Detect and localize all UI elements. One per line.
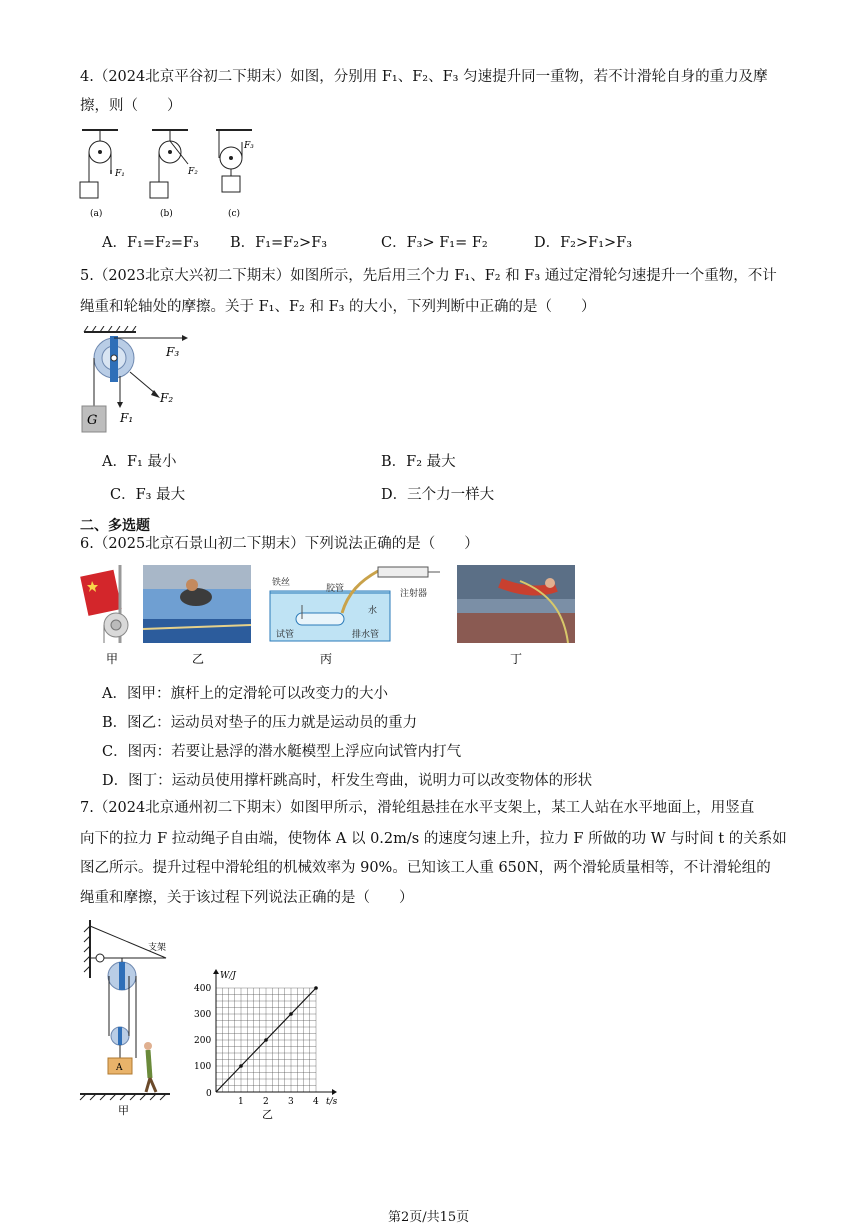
q7-caption-jia: 甲 <box>118 1104 129 1117</box>
chart-x-axis-arrow <box>332 1089 337 1095</box>
q6-bing-label-tiesi: 铁丝 <box>272 578 291 588</box>
q6-option-b[interactable]: B．图乙：运动员对垫子的压力就是运动员的重力 <box>102 715 418 731</box>
q4-figure-c <box>216 130 252 192</box>
q6-figures <box>80 563 580 669</box>
chart-y-tick-label: 100 <box>194 1062 212 1072</box>
q5-label-f3: F₃ <box>166 345 180 359</box>
chart-y-tick-label: 300 <box>194 1010 212 1020</box>
q6-option-a[interactable]: A．图甲：旗杆上的定滑轮可以改变力的大小 <box>102 686 388 702</box>
q6-bing-label-zhusheqi: 注射器 <box>400 589 428 599</box>
chart-y-tick-label: 200 <box>194 1036 212 1046</box>
chart-ticks <box>194 984 319 1107</box>
q7-chart-w-vs-t <box>190 960 350 1120</box>
chart-x-tick-label: 3 <box>288 1097 294 1107</box>
q5-option-a[interactable]: A．F₁ 最小 <box>102 454 177 470</box>
q5-label-f1: F₁ <box>120 411 134 425</box>
chart-x-tick-label: 1 <box>238 1097 244 1107</box>
q4-caption-c: (c) <box>228 209 241 219</box>
chart-data-point <box>239 1064 243 1068</box>
q4-figure-a <box>80 130 118 198</box>
q4-option-b[interactable]: B．F₁=F₂>F₃ <box>230 235 328 251</box>
q4-stem-line1: 4.（2024北京平谷初二下期末）如图，分别用 F₁、F₂、F₃ 匀速提升同一重物，若不计滑轮自身的重力及摩 <box>80 69 768 85</box>
q6-bing-label-shiguan: 试管 <box>276 630 295 640</box>
q6-figure-ding-pole-vault <box>457 565 575 643</box>
q6-caption-bing: 丙 <box>320 652 333 666</box>
q4-label-f2: F₂ <box>188 167 198 177</box>
chart-data-point <box>264 1038 268 1042</box>
q7-block-a-label: A <box>116 1063 123 1073</box>
q4-caption-b: (b) <box>160 209 173 219</box>
chart-data-point <box>314 986 318 990</box>
q6-figure-yi-high-jump <box>143 565 251 643</box>
q7-stem-line3: 图乙所示。提升过程中滑轮组的机械效率为 90%。已知该工人重 650N，两个滑轮质量相等，不计滑轮组的 <box>80 860 771 876</box>
section-title-multiple-choice: 二、多选题 <box>80 518 150 534</box>
q6-option-d[interactable]: D．图丁：运动员使用撑杆跳高时，杆发生弯曲，说明力可以改变物体的形状 <box>102 773 593 789</box>
q4-option-a[interactable]: A．F₁=F₂=F₃ <box>102 235 199 251</box>
q4-figure-b <box>150 130 188 198</box>
chart-x-tick-label: 4 <box>313 1097 319 1107</box>
q6-bing-label-jiaoguan: 胶管 <box>326 584 345 594</box>
q4-pulley-figures <box>76 122 276 222</box>
q5-label-g: G <box>87 413 98 428</box>
q7-stem-line2: 向下的拉力 F 拉动绳子自由端，使物体 A 以 0.2m/s 的速度匀速上升，拉力 F 所做的功 W 与时间 t 的关系如 <box>80 831 787 847</box>
q4-label-f3: F₃ <box>244 141 254 151</box>
q7-stem-line1: 7.（2024北京通州初二下期末）如图甲所示，滑轮组悬挂在水平支架上，某工人站在水平地面上，用竖直 <box>80 800 755 816</box>
q6-caption-ding: 丁 <box>510 652 523 666</box>
page-footer: 第2页/共15页 <box>388 1210 470 1225</box>
chart-x-axis-label: t/s <box>326 1097 338 1107</box>
q5-label-f2: F₂ <box>160 391 174 405</box>
q4-label-f1: F₁ <box>115 169 125 179</box>
q4-option-c[interactable]: C．F₃> F₁= F₂ <box>381 235 488 251</box>
q6-bing-label-paishuiguan: 排水管 <box>352 630 380 640</box>
q5-stem-line2: 绳重和轮轴处的摩擦。关于 F₁、F₂ 和 F₃ 的大小，下列判断中正确的是（ ） <box>80 299 596 315</box>
q4-stem-line2: 擦，则（ ） <box>80 98 182 114</box>
q7-bracket-label: 支架 <box>148 943 167 953</box>
chart-y-tick-label: 400 <box>194 984 212 994</box>
q6-caption-yi: 乙 <box>192 652 205 666</box>
q5-option-b[interactable]: B．F₂ 最大 <box>381 454 456 470</box>
q6-figure-jia-flag <box>80 565 128 643</box>
chart-y-axis-label: W/J <box>220 971 236 981</box>
q7-stem-line4: 绳重和摩擦，关于该过程下列说法正确的是（ ） <box>80 890 414 906</box>
chart-y-axis-arrow <box>213 969 219 974</box>
q4-option-d[interactable]: D．F₂>F₁>F₃ <box>534 235 633 251</box>
q5-option-c[interactable]: C．F₃ 最大 <box>110 487 186 503</box>
q5-option-d[interactable]: D．三个力一样大 <box>381 487 495 503</box>
q6-bing-label-shui: 水 <box>368 606 378 616</box>
q7-caption-yi: 乙 <box>262 1108 273 1120</box>
chart-origin-label: 0 <box>206 1089 212 1099</box>
q5-fixed-pulley-figure <box>78 326 198 438</box>
q4-caption-a: (a) <box>90 209 103 219</box>
q5-stem-line1: 5.（2023北京大兴初二下期末）如图所示，先后用三个力 F₁、F₂ 和 F₃ 通过定滑轮匀速提升一个重物，不计 <box>80 268 777 284</box>
q7-figure-jia-pulley-system <box>78 918 178 1118</box>
q6-caption-jia: 甲 <box>106 652 119 666</box>
chart-x-tick-label: 2 <box>263 1097 269 1107</box>
chart-series <box>216 986 318 1092</box>
q6-stem-line1: 6.（2025北京石景山初二下期末）下列说法正确的是（ ） <box>80 536 479 552</box>
q6-option-c[interactable]: C．图丙：若要让悬浮的潜水艇模型上浮应向试管内打气 <box>102 744 462 760</box>
chart-data-point <box>289 1012 293 1016</box>
